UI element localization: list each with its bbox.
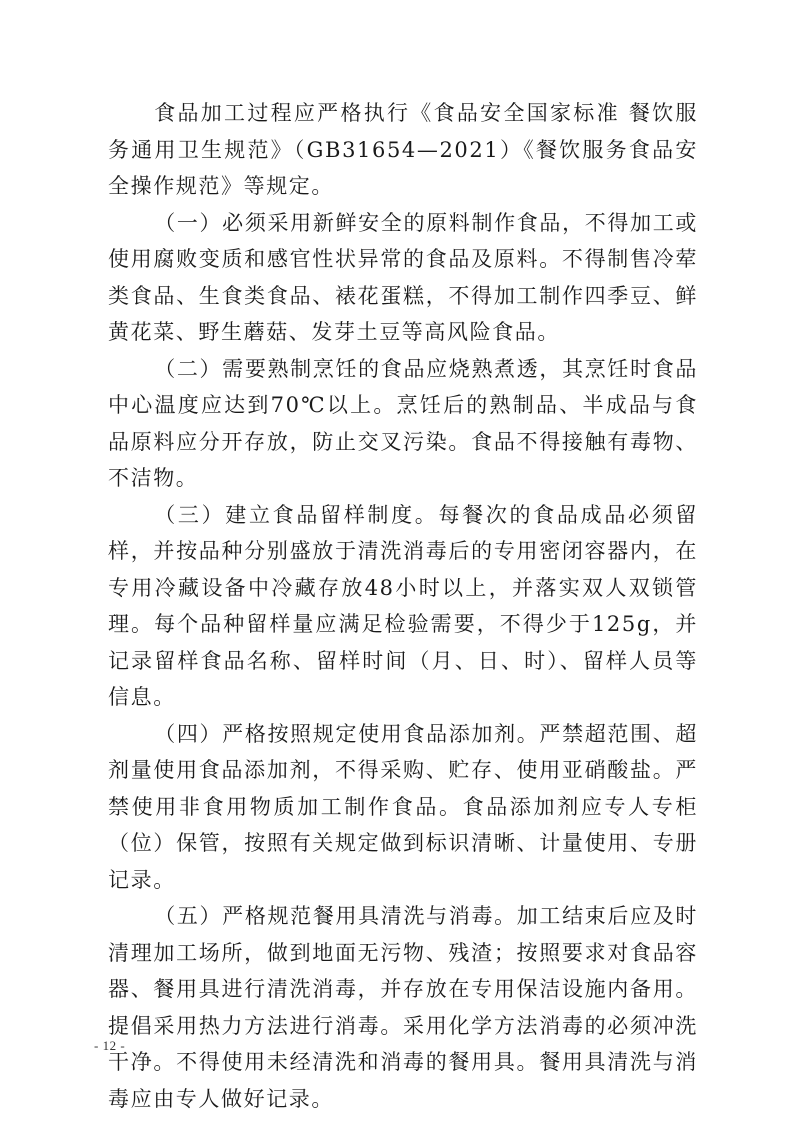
paragraph-item-3: （三）建立食品留样制度。每餐次的食品成品必须留样，并按品种分别盛放于清洗消毒后的专用密闭容器内，在专用冷藏设备中冷藏存放48小时以上，并落实双人双锁管理。每个品种留样量应满足检验需要，不得少于125g，并记录留样食品名称、留样时间（月、日、时）、留样人员等信息。 — [108, 502, 698, 709]
paragraph-item-4: （四）严格按照规定使用食品添加剂。严禁超范围、超剂量使用食品添加剂，不得采购、贮存、使用亚硝酸盐。严禁使用非食用物质加工制作食品。食品添加剂应专人专柜（位）保管，按照有关规定做到标识清晰、计量使用、专册记录。 — [108, 721, 698, 892]
paragraph-item-2: （二）需要熟制烹饪的食品应烧熟煮透，其烹饪时食品中心温度应达到70℃以上。烹饪后的熟制品、半成品与食品原料应分开存放，防止交叉污染。食品不得接触有毒物、不洁物。 — [108, 356, 698, 490]
page-number: - 12 - — [94, 1038, 126, 1053]
paragraph-item-1: （一）必须采用新鲜安全的原料制作食品，不得加工或使用腐败变质和感官性状异常的食品及原料。不得制售冷荤类食品、生食类食品、裱花蛋糕，不得加工制作四季豆、鲜黄花菜、野生蘑菇、发芽土豆等高风险食品。 — [108, 210, 698, 344]
paragraph-intro: 食品加工过程应严格执行《食品安全国家标准 餐饮服务通用卫生规范》（GB31654—2021）《餐饮服务食品安全操作规范》等规定。 — [108, 101, 698, 198]
paragraph-item-5: （五）严格规范餐用具清洗与消毒。加工结束后应及时清理加工场所，做到地面无污物、残渣；按照要求对食品容器、餐用具进行清洗消毒，并存放在专用保洁设施内备用。提倡采用热力方法进行消毒。采用化学方法消毒的必须冲洗干净。不得使用未经清洗和消毒的餐用具。餐用具清洗与消毒应由专人做好记录。 — [108, 904, 698, 1111]
document-body — [108, 95, 698, 1117]
